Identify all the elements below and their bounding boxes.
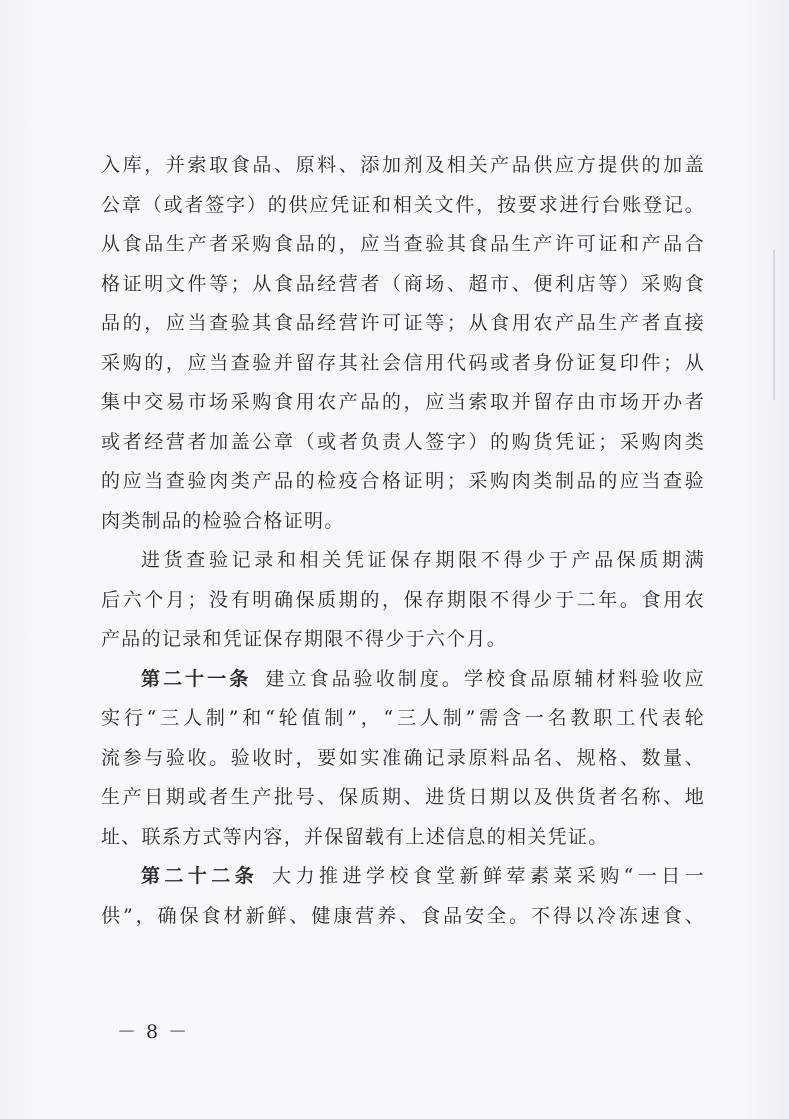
article-21-text: 建立食品验收制度。学校食品原辅材料验收应 <box>265 667 705 690</box>
text-line: 入库，并索取食品、原料、添加剂及相关产品供应方提供的加盖 <box>101 154 705 176</box>
text-line: 进货查验记录和相关凭证保存期限不得少于产品保质期满 <box>141 549 705 571</box>
article-21-first-line <box>101 660 705 700</box>
text-line: 产品的记录和凭证保存期限不得少于六个月。 <box>101 628 508 650</box>
article-22-heading: 第二十二条 <box>141 865 259 887</box>
text-line: 生产日期或者生产批号、保质期、进货日期以及供货者名称、地 <box>101 786 705 808</box>
text-line: 供”，确保食材新鲜、健康营养、食品安全。不得以冷冻速食、 <box>101 904 705 927</box>
text-line: 公章（或者签字）的供应凭证和相关文件，按要求进行台账登记。 <box>101 193 705 216</box>
text-line: 肉类制品的检验合格证明。 <box>101 509 345 532</box>
text-line: 实行“三人制”和“轮值制”，“三人制”需含一名教职工代表轮 <box>101 707 705 729</box>
text-line: 品的，应当查验其食品经营许可证等；从食用农产品生产者直接 <box>101 312 705 334</box>
text-line: 从食品生产者采购食品的，应当查验其食品生产许可证和产品合 <box>101 233 705 255</box>
page-number: － 8 － <box>117 1021 190 1043</box>
article-22-first-line <box>101 857 705 897</box>
text-line: 集中交易市场采购食用农产品的，应当索取并留存由市场开办者 <box>101 391 705 413</box>
text-line: 的应当查验肉类产品的检疫合格证明；采购肉类制品的应当查验 <box>101 470 705 492</box>
scan-edge-mark <box>773 250 775 400</box>
text-line: 采购的，应当查验并留存其社会信用代码或者身份证复印件；从 <box>101 351 705 374</box>
article-21-heading: 第二十一条 <box>141 667 252 690</box>
body-text <box>101 146 705 936</box>
text-line: 流参与验收。验收时，要如实准确记录原料品名、规格、数量、 <box>101 746 705 769</box>
text-line: 格证明文件等；从食品经营者（商场、超市、便利店等）采购食 <box>101 272 705 295</box>
text-line: 后六个月；没有明确保质期的，保存期限不得少于二年。食用农 <box>101 588 705 611</box>
text-line: 或者经营者加盖公章（或者负责人签字）的购货凭证；采购肉类 <box>101 430 705 453</box>
article-22-text: 大力推进学校食堂新鲜荤素菜采购“一日一 <box>272 865 705 887</box>
text-line: 址、联系方式等内容，并保留载有上述信息的相关凭证。 <box>101 825 609 848</box>
